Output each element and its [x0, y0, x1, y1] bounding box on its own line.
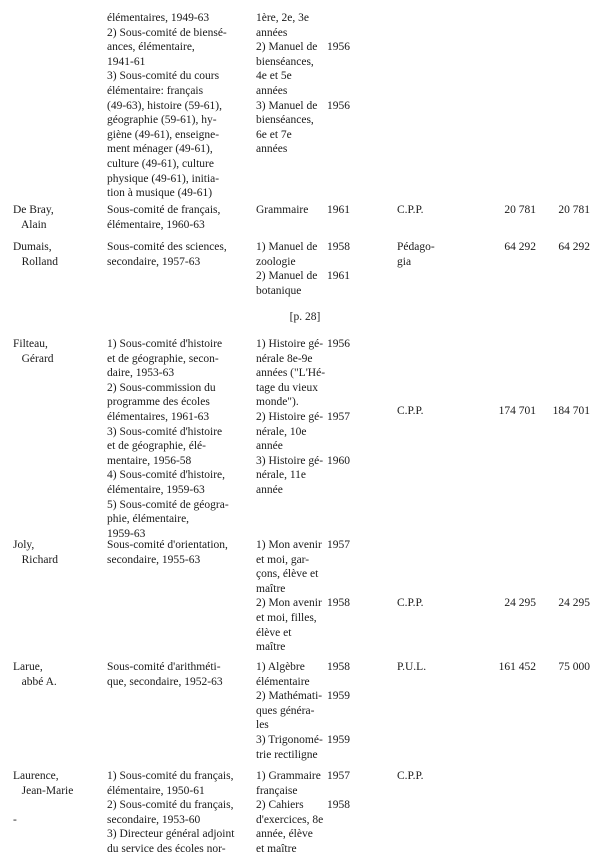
entry-amount-1: 64 292 — [504, 241, 536, 253]
entry-books: 1ère, 2e, 3e années 2) Manuel de bienséances, 4e et 5e années 3) Manuel de bienséances, 6e et 7e années — [256, 12, 318, 156]
entry-publisher: C.P.P. — [397, 770, 424, 782]
entry-name: Laurence, Jean-Marie - — [13, 770, 74, 826]
entry-years: 1957 1958 — [327, 770, 350, 812]
entry-name: Larue, abbé A. — [13, 661, 57, 688]
entry-books: 1) Grammaire française 2) Cahiers d'exercices, 8e année, élève et maître — [256, 770, 324, 855]
entry-amount-2: 184 701 — [552, 405, 590, 417]
entry-committees: élémentaires, 1949-63 2) Sous-comité de biensé- ances, élémentaire, 1941-61 3) Sous-comité du cours élémentaire: français (49-63), histoire (59-61), géographie (59-61), hy- giène (49-61), enseigne- ment ménager (49-61), culture (49-61), culture physique (49-61), initia- tion à musique (49-61) — [107, 12, 227, 200]
entry-committees: Sous-comité des sciences, secondaire, 1957-63 — [107, 241, 227, 268]
entry-books: 1) Histoire gé- nérale 8e-9e années ("L'Hé- tage du vieux monde"). 2) Histoire gé- nérale, 10e année 3) Histoire gé- nérale, 11e année — [256, 338, 326, 496]
entry-amount-1: 20 781 — [504, 204, 536, 216]
entry-name: Dumais, Rolland — [13, 241, 59, 268]
entry-name: Filteau, Gérard — [13, 338, 54, 365]
entry-years: 1957 1958 — [327, 539, 350, 610]
entry-committees: Sous-comité de français, élémentaire, 1960-63 — [107, 204, 221, 231]
entry-amount-2: 20 781 — [558, 204, 590, 216]
entry-books: 1) Mon avenir et moi, gar- çons, élève et maître 2) Mon avenir et moi, filles, élève et maître — [256, 539, 322, 654]
entry-years: 1956 1957 1960 — [327, 338, 350, 467]
entry-committees: 1) Sous-comité du français, élémentaire, 1950-61 2) Sous-comité du français, secondaire, 1953-60 3) Directeur général adjoint du service des écoles nor- — [107, 770, 235, 855]
entry-books: 1) Manuel de zoologie 2) Manuel de botanique — [256, 241, 318, 297]
entry-years: 1961 — [327, 204, 350, 216]
entry-committees: 1) Sous-comité d'histoire et de géographie, secon- daire, 1953-63 2) Sous-commission du programme des écoles élémentaires, 1961-63 3) Sous-comité d'histoire et de géographie, élé- mentaire, 1956-58 4) Sous-comité d'histoire, élémentaire, 1959-63 5) Sous-comité de géogra- phie, élémentaire, 1959-63 — [107, 338, 229, 540]
entry-books: Grammaire — [256, 204, 309, 216]
entry-publisher: C.P.P. — [397, 597, 424, 609]
entry-years: 1958 1961 — [327, 241, 350, 283]
entry-amount-1: 161 452 — [498, 661, 536, 673]
entry-name: Joly, Richard — [13, 539, 59, 566]
entry-amount-2: 75 000 — [558, 661, 590, 673]
entry-years: 1958 1959 1959 — [327, 661, 350, 746]
entry-books: 1) Algèbre élémentaire 2) Mathémati- ques généra- les 3) Trigonomé- trie rectiligne — [256, 661, 323, 761]
entry-amount-1: 24 295 — [504, 597, 536, 609]
entry-publisher: C.P.P. — [397, 405, 424, 417]
entry-publisher: P.U.L. — [397, 661, 427, 673]
entry-committees: Sous-comité d'arithméti- que, secondaire, 1952-63 — [107, 661, 223, 688]
entry-publisher: C.P.P. — [397, 204, 424, 216]
entry-amount-2: 64 292 — [558, 241, 590, 253]
entry-committees: Sous-comité d'orientation, secondaire, 1955-63 — [107, 539, 228, 566]
entry-name: De Bray, Alain — [13, 204, 54, 231]
entry-years: 1956 1956 — [327, 41, 350, 112]
entry-publisher: Pédago- gia — [397, 241, 435, 268]
entry-amount-1: 174 701 — [498, 405, 536, 417]
entry-amount-2: 24 295 — [558, 597, 590, 609]
page-marker: [p. 28] — [289, 311, 321, 323]
